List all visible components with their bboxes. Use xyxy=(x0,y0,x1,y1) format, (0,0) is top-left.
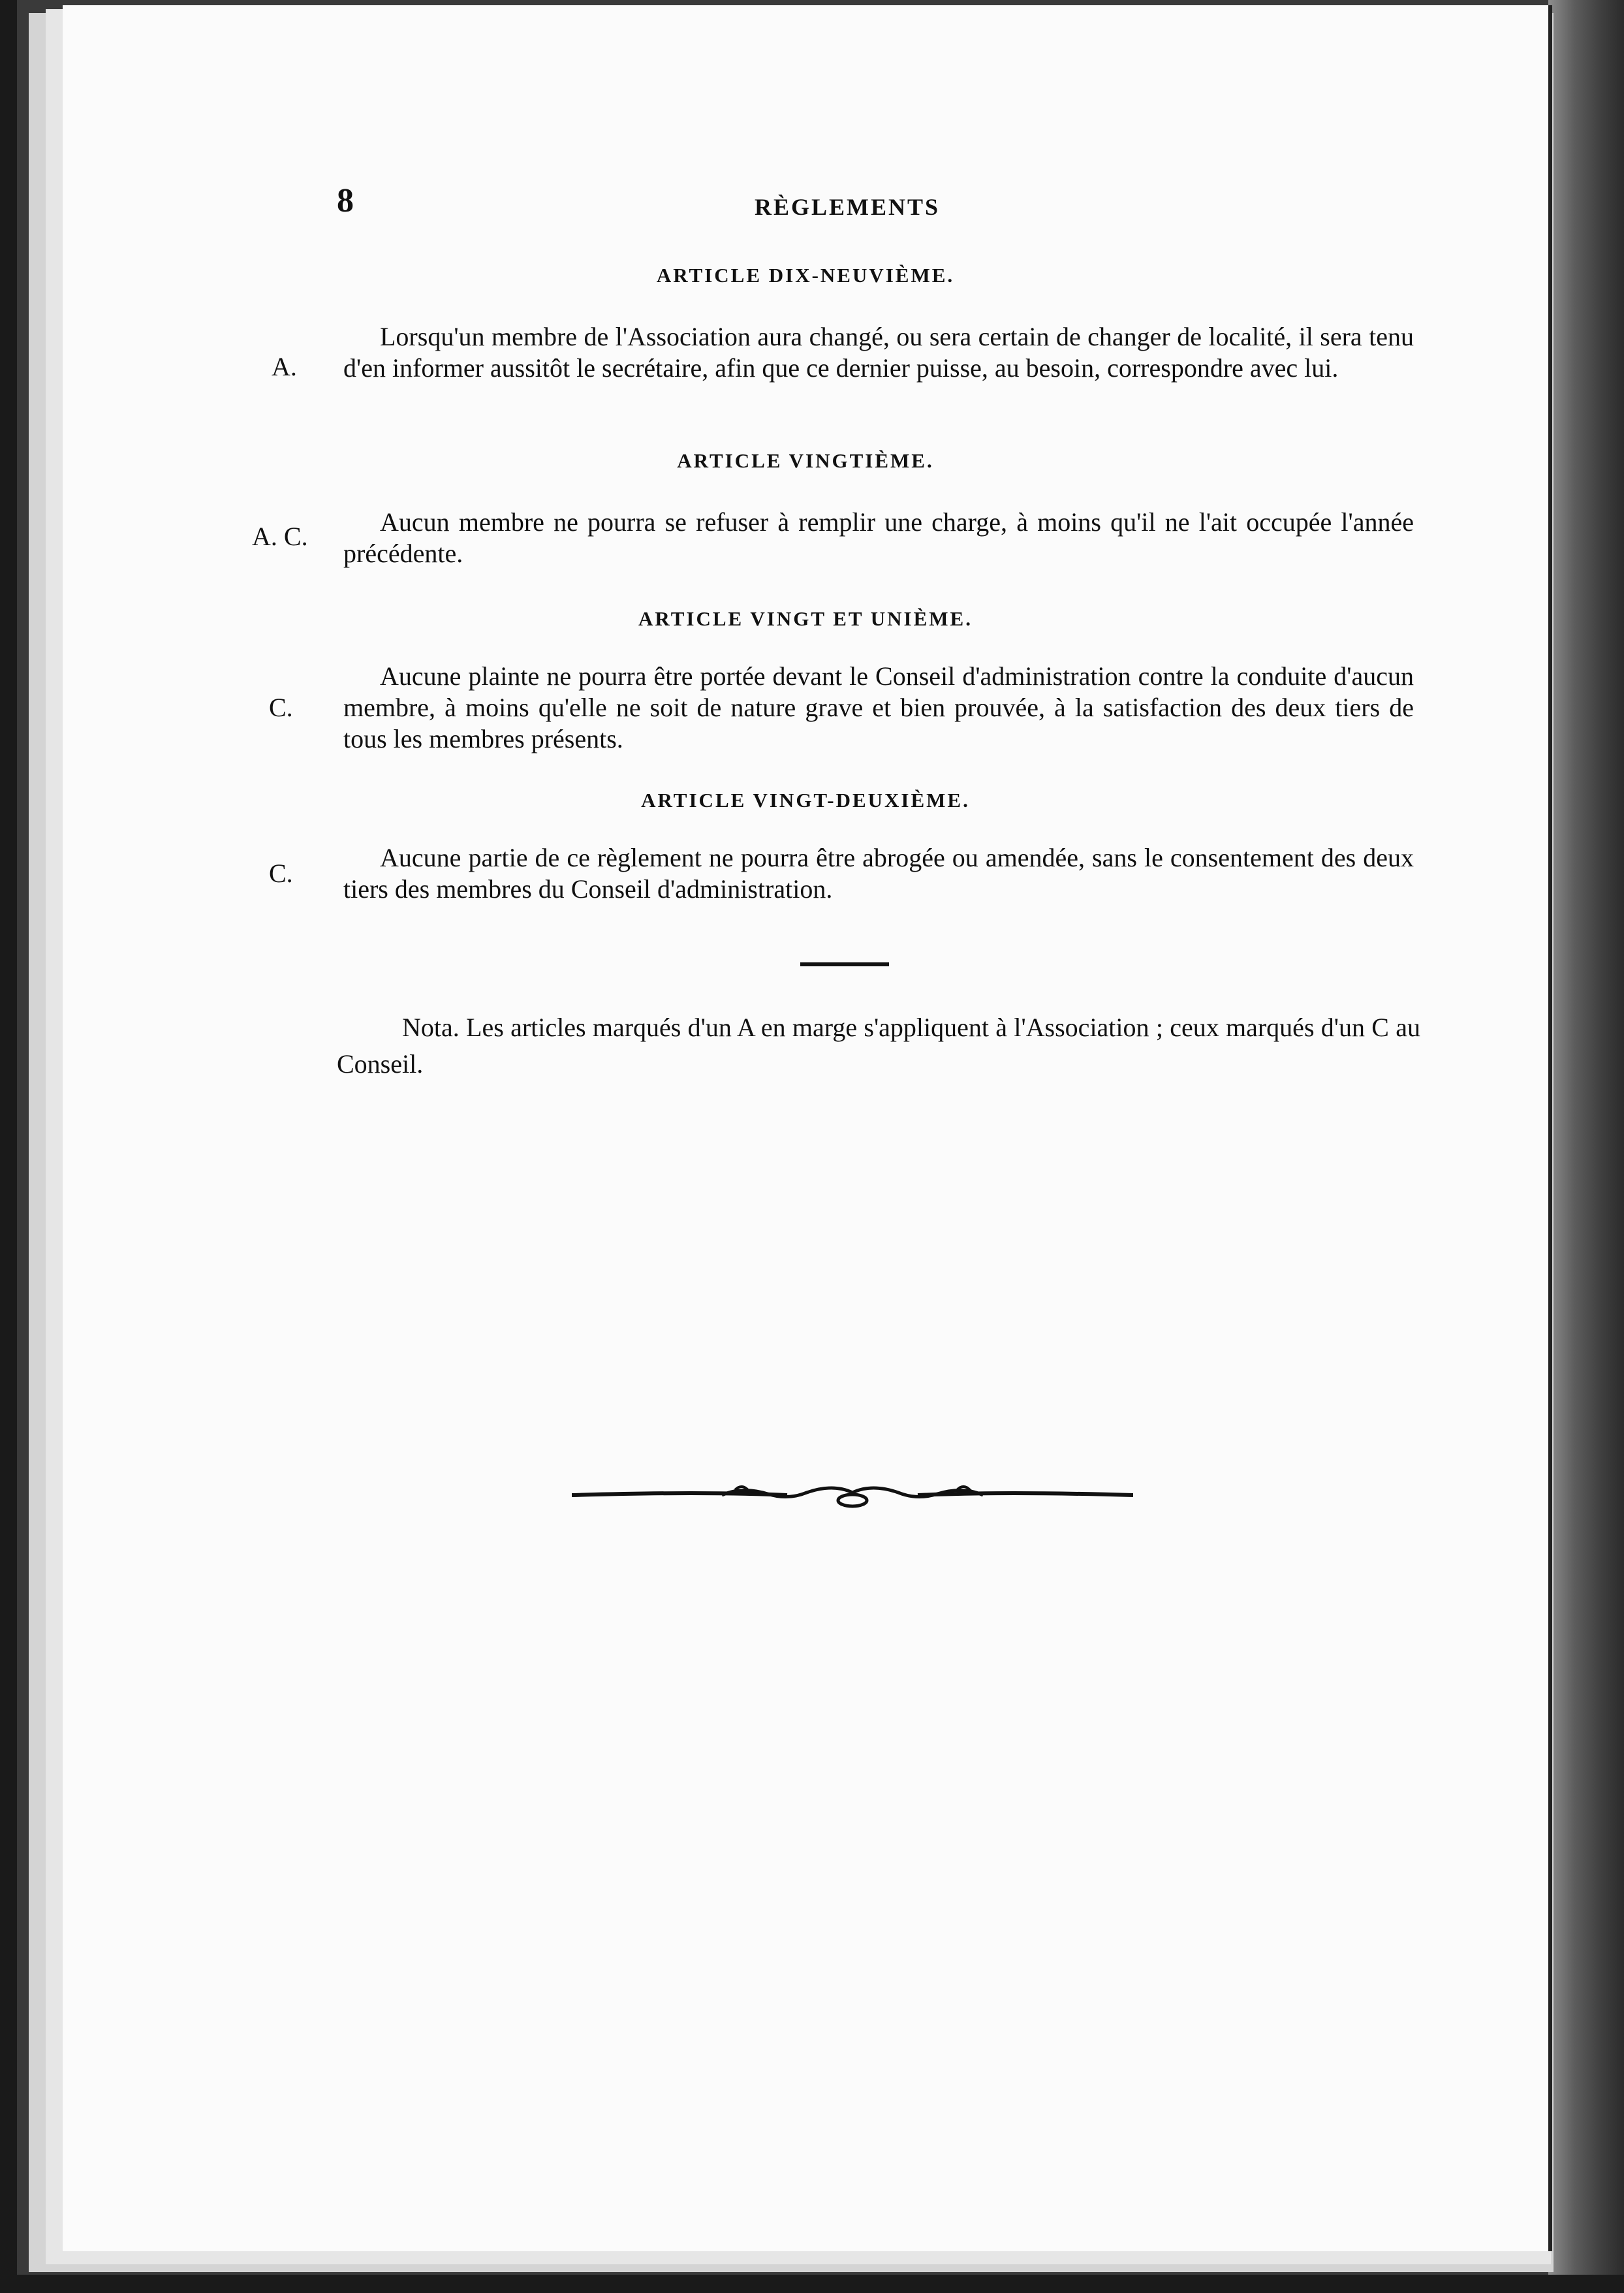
article-margin-mark: C. xyxy=(269,693,293,722)
scan-bottom-edge xyxy=(0,2275,1624,2293)
article-title: ARTICLE VINGT ET UNIÈME. xyxy=(638,607,973,630)
nota-paragraph xyxy=(337,1009,1420,1083)
article-paragraph: Aucune plainte ne pourra être portée devant le Conseil d'administration contre la conduite d'aucun membre, à moins qu'elle ne soit de nature grave et bien prouvée, à la satisfaction des deux tiers de tous les membres présents. xyxy=(343,661,1414,753)
article-margin-mark: A. xyxy=(272,352,297,381)
page-number: 8 xyxy=(337,182,354,219)
article-text xyxy=(343,842,1414,905)
article-title: ARTICLE VINGTIÈME. xyxy=(677,449,934,472)
running-head: RÈGLEMENTS xyxy=(755,194,941,220)
article-paragraph: Aucun membre ne pourra se refuser à remplir une charge, à moins qu'il ne l'ait occupée l'année précédente. xyxy=(343,507,1414,568)
document-page xyxy=(63,5,1552,2251)
nota-text: Nota. Les articles marqués d'un A en marge s'appliquent à l'Association ; ceux marqués d'un C au Conseil. xyxy=(337,1013,1420,1079)
article-text xyxy=(343,321,1414,384)
scan-right-background xyxy=(1548,0,1624,2293)
article-text xyxy=(343,661,1414,755)
article-paragraph: Lorsqu'un membre de l'Association aura changé, ou sera certain de changer de localité, il sera tenu d'en informer aussitôt le secrétaire, afin que ce dernier puisse, au besoin, correspondre avec lui. xyxy=(343,322,1414,383)
ornament-divider xyxy=(572,1476,1133,1515)
scan-left-edge xyxy=(0,0,17,2293)
article-text xyxy=(343,507,1414,569)
separator-rule xyxy=(800,962,889,966)
article-paragraph: Aucune partie de ce règlement ne pourra être abrogée ou amendée, sans le consentement des deux tiers des membres du Conseil d'administration. xyxy=(343,843,1414,904)
article-title: ARTICLE DIX-NEUVIÈME. xyxy=(656,264,955,287)
article-margin-mark: C. xyxy=(269,859,293,888)
article-title: ARTICLE VINGT-DEUXIÈME. xyxy=(641,789,970,812)
article-margin-mark: A. C. xyxy=(252,522,308,551)
